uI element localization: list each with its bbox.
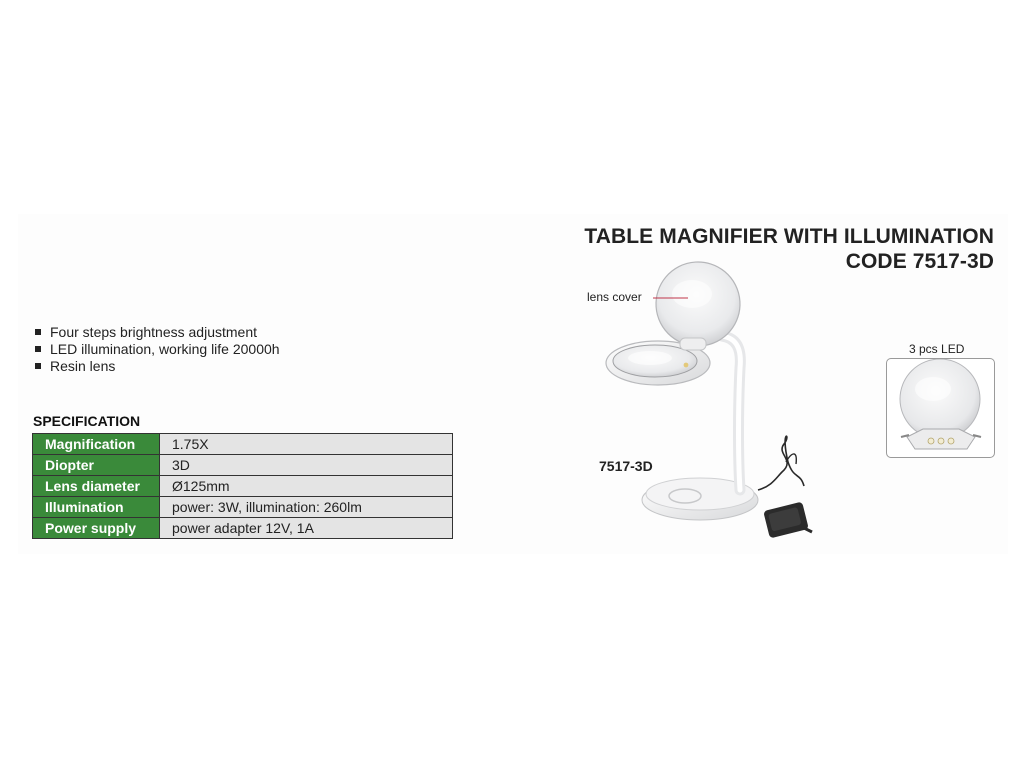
specification-table (32, 433, 453, 539)
spec-label: Illumination (33, 497, 160, 518)
list-item (32, 358, 280, 375)
spec-value: 3D (160, 455, 453, 476)
spec-label: Magnification (33, 434, 160, 455)
spec-value: power adapter 12V, 1A (160, 518, 453, 539)
square-bullet-icon (35, 346, 41, 352)
lens-cover-callout: lens cover (587, 290, 642, 304)
spec-label: Diopter (33, 455, 160, 476)
specification-heading: SPECIFICATION (33, 413, 141, 429)
table-row (33, 476, 453, 497)
spec-label: Lens diameter (33, 476, 160, 497)
title-line-2: CODE 7517-3D (845, 250, 994, 273)
spec-value: 1.75X (160, 434, 453, 455)
feature-text: Resin lens (50, 358, 116, 374)
feature-text: Four steps brightness adjustment (50, 324, 257, 340)
spec-value: power: 3W, illumination: 260lm (160, 497, 453, 518)
feature-text: LED illumination, working life 20000h (50, 341, 280, 357)
square-bullet-icon (35, 363, 41, 369)
table-row (33, 518, 453, 539)
table-row (33, 455, 453, 476)
led-detail-image (886, 358, 995, 458)
spec-value: Ø125mm (160, 476, 453, 497)
list-item (32, 324, 280, 341)
title-line-1: TABLE MAGNIFIER WITH ILLUMINATION (584, 225, 994, 248)
led-callout: 3 pcs LED (909, 342, 965, 356)
square-bullet-icon (35, 329, 41, 335)
feature-list (32, 324, 280, 375)
list-item (32, 341, 280, 358)
table-row (33, 434, 453, 455)
led-closeup-illustration (887, 359, 994, 457)
model-code-label: 7517-3D (599, 458, 653, 474)
table-row (33, 497, 453, 518)
spec-label: Power supply (33, 518, 160, 539)
